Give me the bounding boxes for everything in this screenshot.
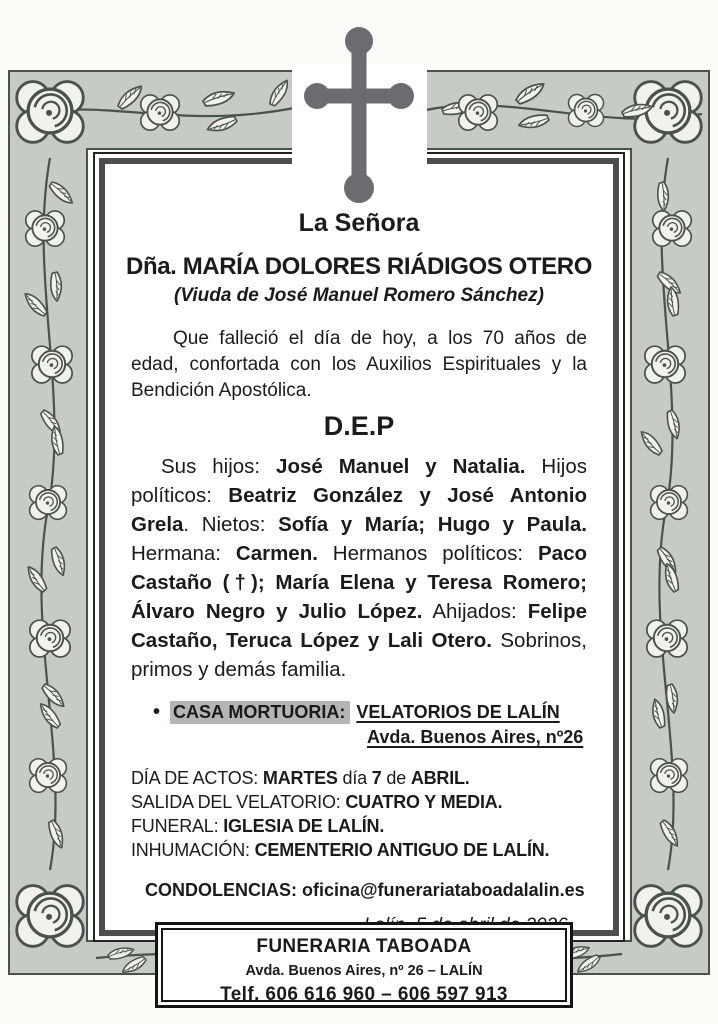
mortuary-label: CASA MORTUORIA: — [170, 701, 350, 724]
notice-panel — [93, 152, 625, 942]
bullet-icon: • — [153, 701, 161, 723]
funeral-line: FUNERAL: IGLESIA DE LALÍN. — [131, 816, 385, 836]
funeral-home-address: Avda. Buenos Aires, nº 26 – LALÍN — [245, 963, 483, 979]
honorific-title: La Señora — [298, 209, 420, 237]
family-paragraph: Sus hijos: José Manuel y Natalia. Hijos políticos: Beatriz González y José Antonio Grela. Nietos: Sofía y María; Hugo y Paula. Hermana: Carmen. Hermanos políticos: Paco Castaño (†); María Elena y Teresa Romero; Álvaro Negro y Julio López. Ahijados: Felipe Castaño, Teruca López y Lali Otero. Sobrinos, primos y demás familia. — [131, 455, 588, 681]
mortuary-address: Avda. Buenos Aires, nº26 — [367, 727, 584, 747]
budded-cross-icon — [299, 18, 419, 210]
burial-line: INHUMACIÓN: CEMENTERIO ANTIGUO DE LALÍN. — [131, 840, 550, 860]
notice-panel-inner — [99, 158, 619, 936]
mortuary-place: VELATORIOS DE LALÍN — [356, 702, 560, 722]
death-announcement: Que falleció el día de hoy, a los 70 años de edad, confortada con los Auxilios Espirituales y la Bendición Apostólica. — [131, 328, 587, 401]
dep-abbreviation: D.E.P — [323, 411, 395, 441]
condolences-line — [145, 878, 587, 902]
mortuary-line — [153, 700, 587, 725]
acts-block — [131, 766, 587, 862]
wake-departure-line: SALIDA DEL VELATORIO: CUATRO Y MEDIA. — [131, 792, 503, 812]
funeral-home-phones: Telf. 606 616 960 – 606 597 913 — [220, 984, 508, 1005]
mortuary-block — [131, 700, 587, 750]
acts-day-line: DÍA DE ACTOS: MARTES día 7 de ABRIL. — [131, 768, 470, 788]
funeral-home-box — [155, 922, 573, 1008]
condolences-label: CONDOLENCIAS: — [145, 880, 302, 900]
funeral-home-box-inner — [161, 928, 567, 1005]
condolences-email: oficina@funerariataboadalalin.es — [302, 880, 585, 900]
deceased-name: Dña. MARÍA DOLORES RIÁDIGOS OTERO — [126, 253, 592, 280]
widow-note: (Viuda de José Manuel Romero Sánchez) — [174, 285, 544, 306]
funeral-home-name: FUNERARIA TABOADA — [256, 936, 472, 957]
